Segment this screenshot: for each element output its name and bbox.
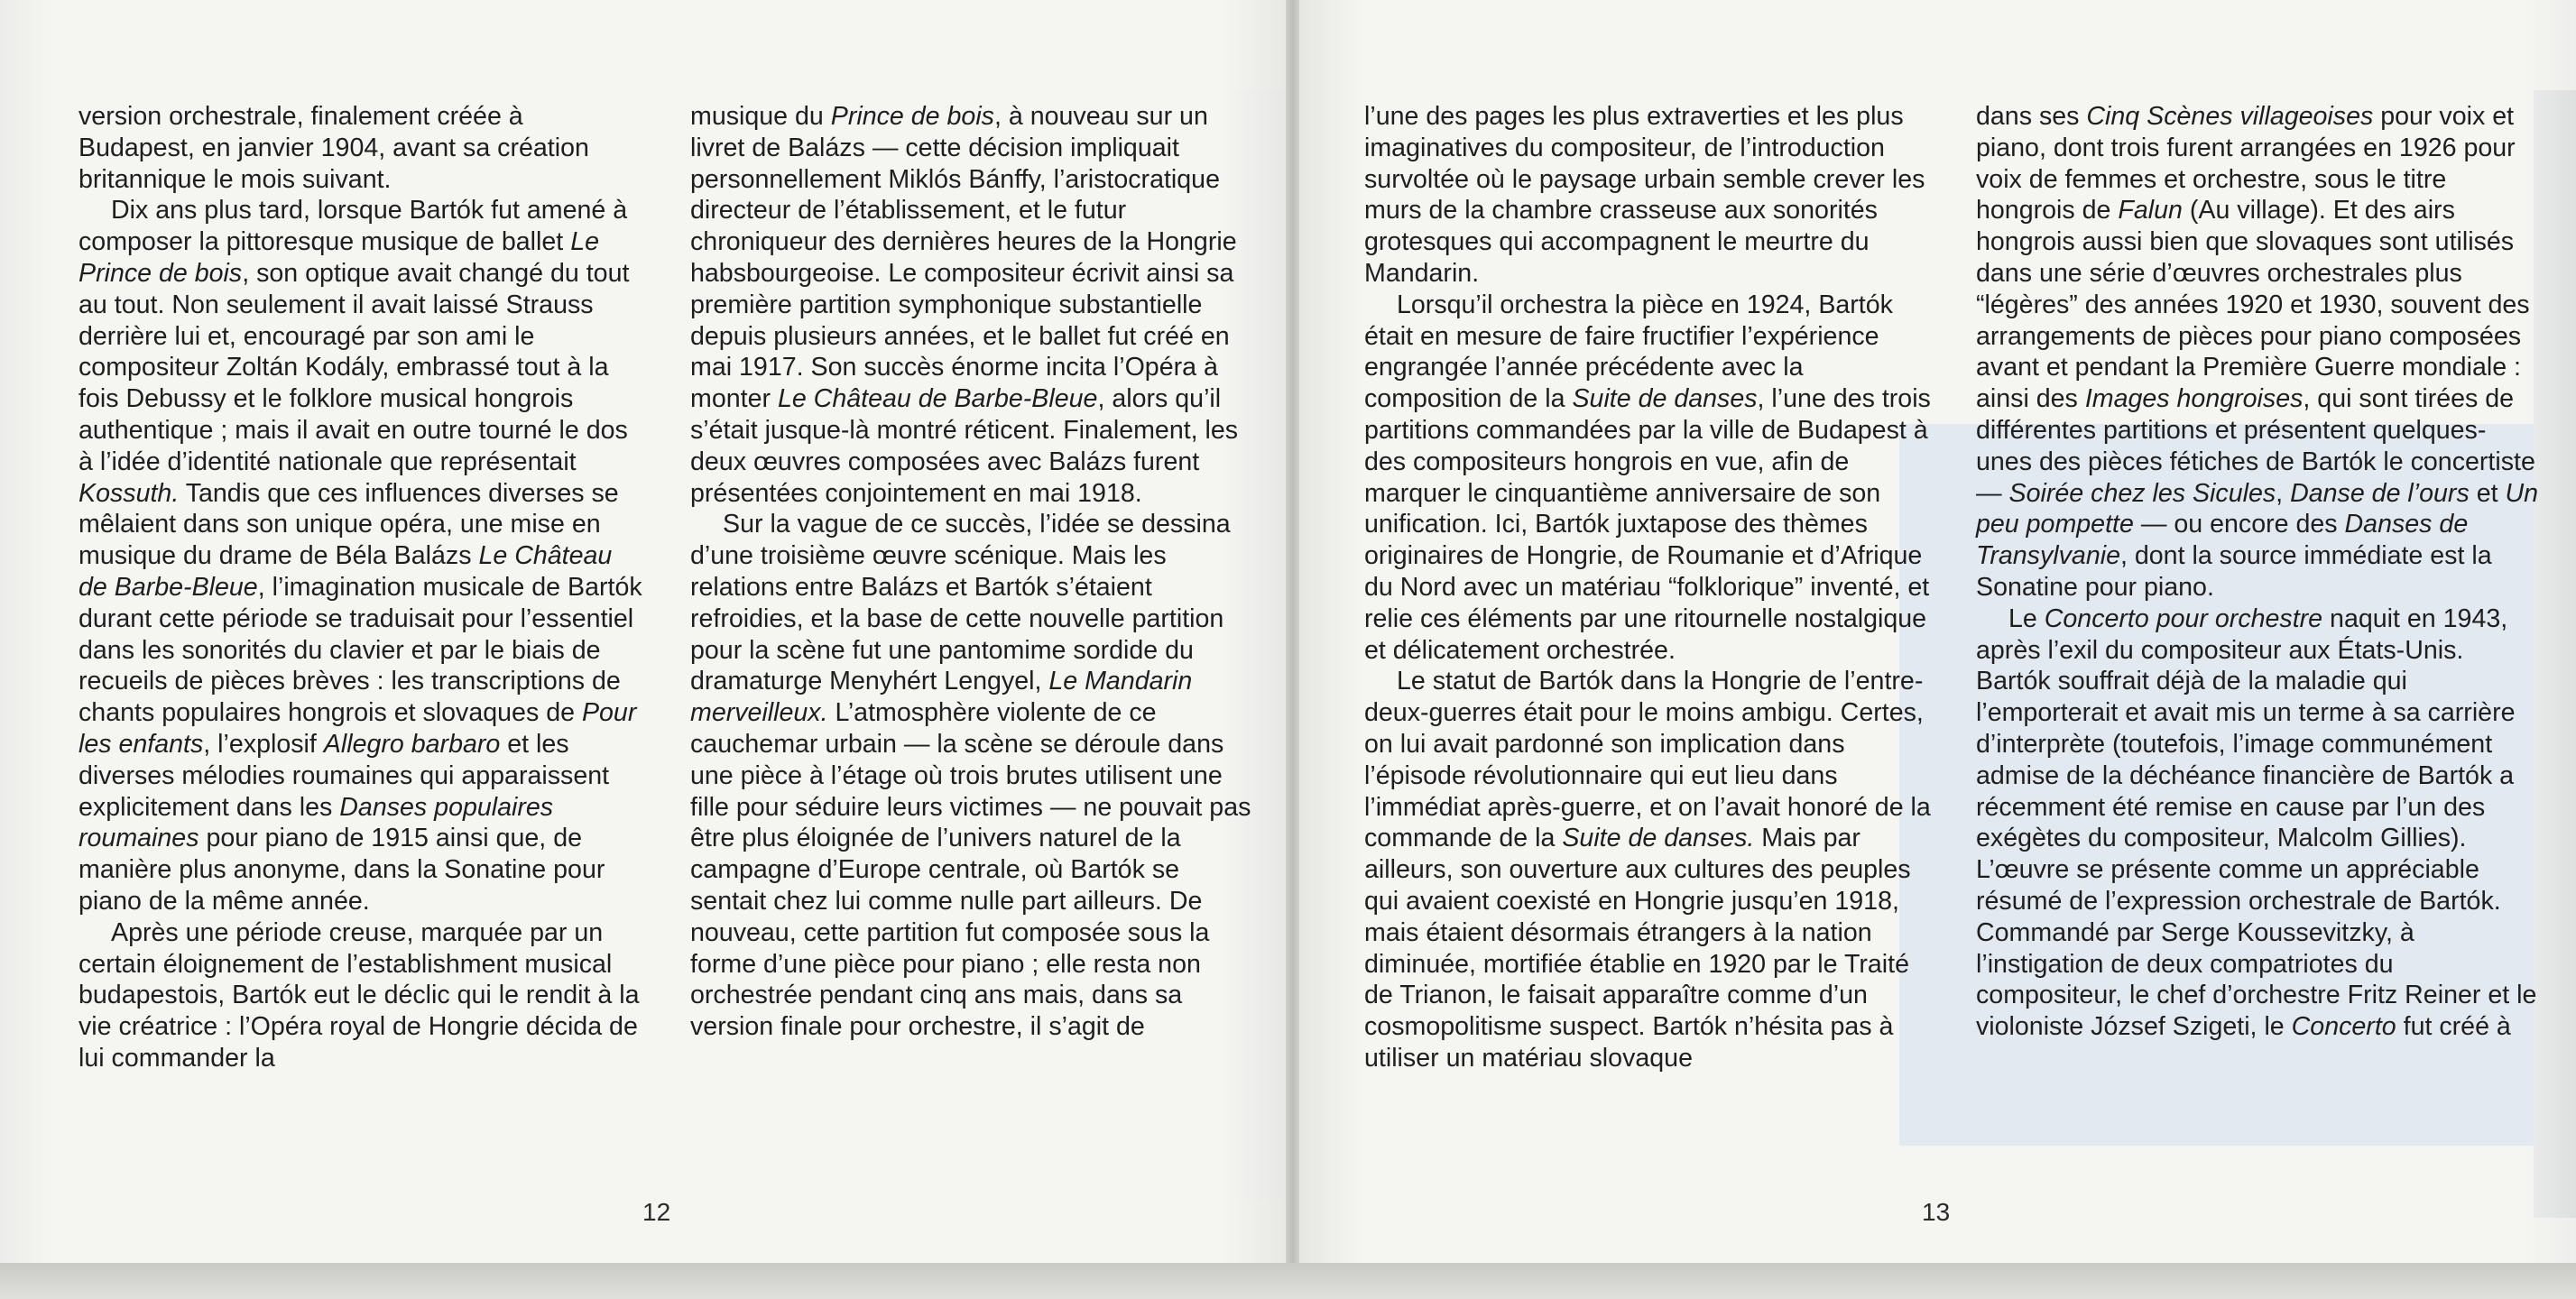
italic-title: Danses populaires roumaines xyxy=(78,792,554,853)
page-number-right: 13 xyxy=(1922,1198,1951,1226)
paragraph: Dix ans plus tard, lorsque Bartók fut amené à composer la pittoresque musique de ballet Le Prince de bois, son optique avait changé du tout au tout. Non seulement il avait laissé Strauss derrière lui et, encouragé par son ami le compositeur Zoltán Kodály, embrassé tout à la fois Debussy et le folklore musical hongrois authentique ; mais il avait en outre tourné le dos à l’idée d’identité nationale que représentait Kossuth. Tandis que ces influences diverses se mêlaient dans son unique opéra, une mise en musique du drame de Béla Balázs Le Château de Barbe-Bleue, l’imagination musicale de Bartók durant cette période se traduisait pour l’essentiel dans les sonorités du clavier et par le biais de recueils de pièces brèves : les transcriptions de chants populaires hongrois et slovaques de Pour les enfants, l’explosif Allegro barbaro et les diverses mélodies roumaines qui apparaissent explicitement dans les Danses populaires roumaines pour piano de 1915 ainsi que, de manière plus anonyme, dans la Sonatine pour piano de la même année. xyxy=(78,196,642,916)
italic-title: Concerto pour orchestre xyxy=(2044,603,2323,633)
italic-title: Danses de Transylvanie xyxy=(1976,510,2469,571)
italic-title: Falun xyxy=(2118,196,2183,226)
italic-title: Allegro barbaro xyxy=(323,729,501,759)
paragraph: dans ses Cinq Scènes villageoises pour voix et piano, dont trois furent arrangées en 1926 pour voix de femmes et orchestre, sous le titre hongrois de Falun (Au village). Et des airs hongrois aussi bien que slovaques sont utilisés dans une série d’œuvres orchestrales plus “légères” des années 1920 et 1930, souvent des arrangements de pièces pour piano composées avant et pendant la Première Guerre mondiale : ainsi des Images hongroises, qui sont tirées de différentes partitions et présentent quelques-unes des pièces fétiches de Bartók le concertiste — Soirée chez les Sicules, Danse de l’ours et Un peu pompette — ou encore des Danses de Transylvanie, dont la source immédiate est la Sonatine pour piano. xyxy=(1976,102,2539,602)
paragraph: version orchestrale, finalement créée à Budapest, en janvier 1904, avant sa création britannique le mois suivant. xyxy=(78,102,589,194)
text-column-4 xyxy=(1976,101,2540,1043)
italic-title: Concerto xyxy=(2291,1012,2396,1042)
page-number-left: 12 xyxy=(642,1198,671,1226)
italic-title: Prince de bois xyxy=(830,102,994,131)
italic-title: Le Château de Barbe-Bleue xyxy=(78,541,613,602)
italic-title: Un peu pompette xyxy=(1976,478,2539,539)
paragraph: Sur la vague de ce succès, l’idée se dessina d’une troisième œuvre scénique. Mais les relations entre Balázs et Bartók s’étaient refroidies, et la base de cette nouvelle partition pour la scène fut une pantomime sordide du dramaturge Menyhért Lengyel, Le Mandarin merveilleux. L’atmosphère violente de ce cauchemar urbain — la scène se déroule dans une pièce à l’étage où trois brutes utilisent une fille pour séduire leurs victimes — ne pouvait pas être plus éloignée de l’univers naturel de la campagne d’Europe centrale, où Bartók se sentait chez lui comme nulle part ailleurs. De nouveau, cette partition fut composée sous la forme d’une pièce pour piano ; elle resta non orchestrée pendant cinq ans mais, dans sa version finale pour orchestre, il s’agit de xyxy=(690,510,1251,1042)
text-column-2 xyxy=(690,101,1254,1043)
booklet-bottom-edge xyxy=(0,1263,2576,1299)
italic-title: Images hongroises xyxy=(2084,384,2304,414)
book-gutter xyxy=(1286,0,1299,1263)
paragraph: Lorsqu’il orchestra la pièce en 1924, Bartók était en mesure de faire fructifier l’expérience engrangée l’année précédente avec la composition de la Suite de danses, l’une des trois partitions commandées par la ville de Budapest à des compositeurs hongrois en vue, afin de marquer le cinquantième anniversaire de son unification. Ici, Bartók juxtapose des thèmes originaires de Hongrie, de Roumanie et d’Afrique du Nord avec un matériau “folklorique” inventé, et relie ces éléments par une ritournelle nostalgique et délicatement orchestrée. xyxy=(1364,290,1931,665)
paragraph: l’une des pages les plus extraverties et les plus imaginatives du compositeur, de l’introduction survoltée où le paysage urbain semble crever les murs de la chambre crasseuse aux sonorités grotesques qui accompagnent le meurtre du Mandarin. xyxy=(1364,102,1925,288)
italic-title: Cinq Scènes villageoises xyxy=(2086,102,2374,131)
paragraph: Le Concerto pour orchestre naquit en 1943, après l’exil du compositeur aux États-Unis. Bartók souffrait déjà de la maladie qui l’emporterait et avait mis un terme à sa carrière d’interprète (toutefois, l’image communément admise de la déchéance financière de Bartók a récemment été remise en cause par l’un des exégètes du compositeur, Malcolm Gillies). L’œuvre se présente comme un appréciable résumé de l’expression orchestrale de Bartók. Commandé par Serge Koussevitzky, à l’instigation de deux compatriotes du compositeur, le chef d’orchestre Fritz Reiner et le violoniste József Szigeti, le Concerto fut créé à xyxy=(1976,603,2537,1042)
paragraph: musique du Prince de bois, à nouveau sur un livret de Balázs — cette décision impliquait personnellement Miklós Bánffy, l’aristocratique directeur de l’établissement, et le futur chroniqueur des dernières heures de la Hongrie habsbourgeoise. Le compositeur écrivit ainsi sa première partition symphonique substantielle depuis plusieurs années, et le ballet fut créé en mai 1917. Son succès énorme incita l’Opéra à monter Le Château de Barbe-Bleue, alors qu’il s’était jusque-là montré réticent. Finalement, les deux œuvres composées avec Balázs furent présentées conjointement en mai 1918. xyxy=(690,102,1239,508)
italic-title: Suite de danses xyxy=(1572,384,1758,414)
right-page-edge-shadow xyxy=(2534,90,2576,1218)
italic-title: Pour les enfants xyxy=(78,698,637,759)
italic-title: Danse de l’ours xyxy=(2290,478,2470,508)
text-column-1 xyxy=(78,101,642,1074)
paragraph: Le statut de Bartók dans la Hongrie de l’entre-deux-guerres était pour le moins ambigu. Certes, on lui avait pardonné son implication dans l’épisode révolutionnaire qui eut lieu dans l’immédiat après-guerre, et on l’avait honoré de la commande de la Suite de danses. Mais par ailleurs, son ouverture aux cultures des peuples qui avaient coexisté en Hongrie jusqu’en 1918, mais étaient désormais étrangers à la nation diminuée, mortifiée établie en 1920 par le Traité de Trianon, le faisait apparaître comme d’un cosmopolitisme suspect. Bartók n’hésita pas à utiliser un matériau slovaque xyxy=(1364,667,1931,1073)
paragraph: Après une période creuse, marquée par un certain éloignement de l’establishment musical budapestois, Bartók eut le déclic qui le rendit à la vie créatrice : l’Opéra royal de Hongrie décida de lui commander la xyxy=(78,917,640,1073)
italic-title: Le Mandarin merveilleux. xyxy=(690,667,1193,728)
italic-title: Kossuth. xyxy=(78,478,180,508)
text-column-3 xyxy=(1364,101,1931,1074)
italic-title: Soirée chez les Sicules xyxy=(2008,478,2276,508)
italic-title: Le Prince de bois xyxy=(78,227,599,288)
italic-title: Le Château de Barbe-Bleue xyxy=(777,384,1098,414)
italic-title: Suite de danses. xyxy=(1562,824,1755,853)
